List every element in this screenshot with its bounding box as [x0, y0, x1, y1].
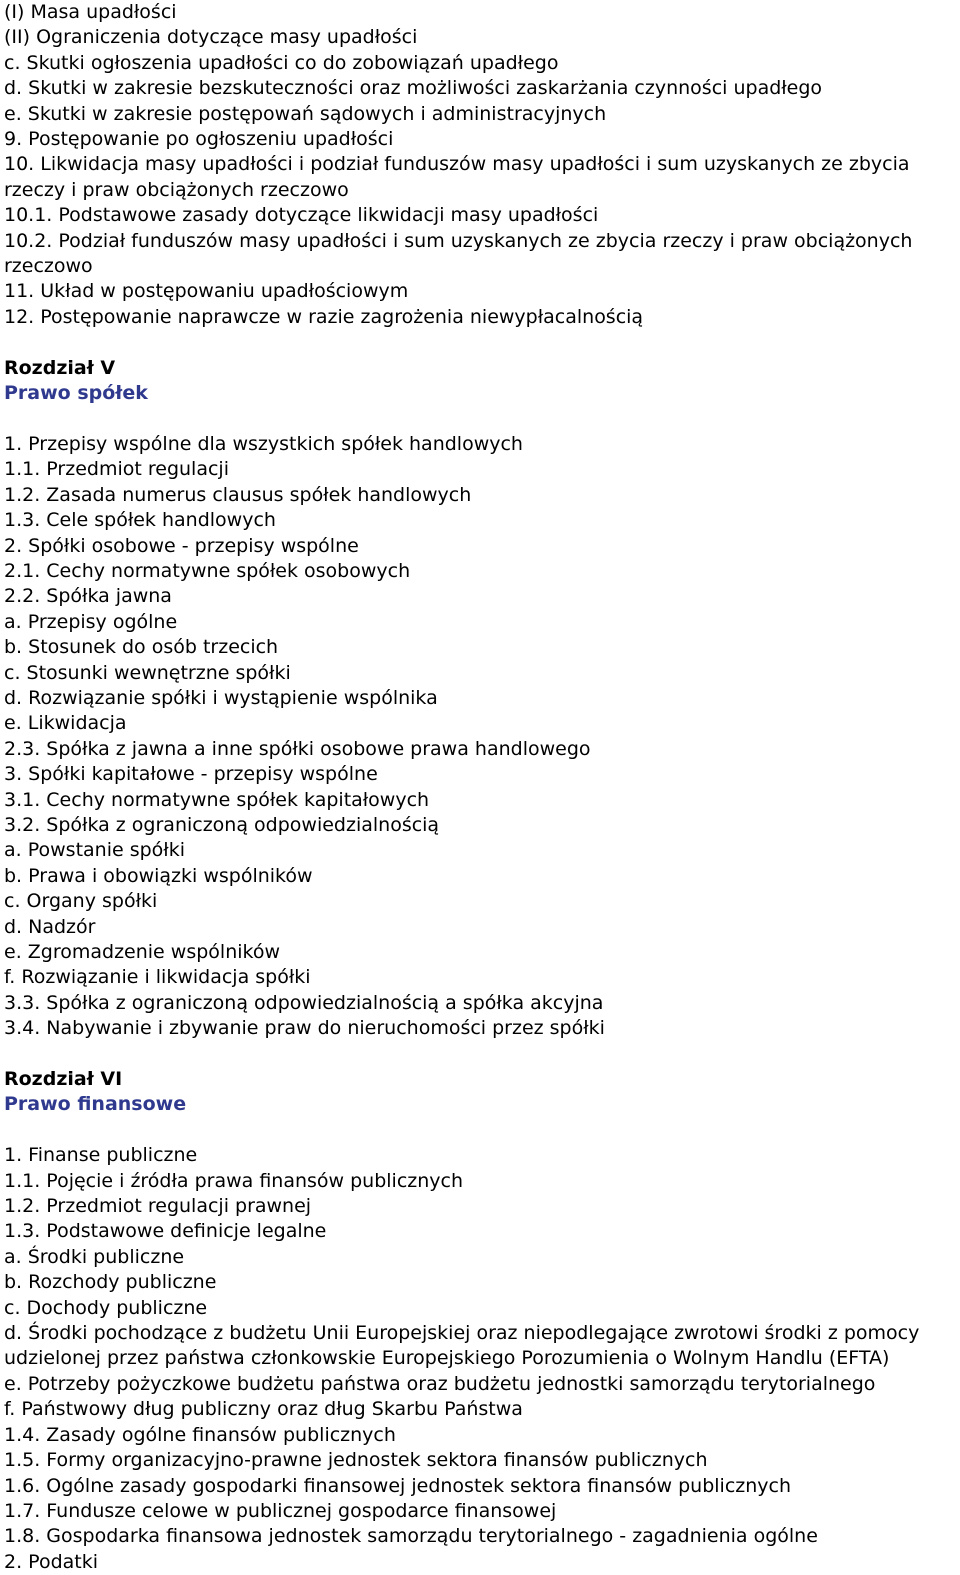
toc-entry: 1. Przepisy wspólne dla wszystkich spółek handlowych [4, 432, 523, 455]
toc-entry: 10. Likwidacja masy upadłości i podział funduszów masy upadłości i sum uzyskanych ze zbycia rzeczy i praw obciążonych rzeczowo [4, 153, 910, 201]
toc-entry: 3.3. Spółka z ograniczoną odpowiedzialnością a spółka akcyjna [4, 991, 604, 1014]
toc-entry: 10.2. Podział funduszów masy upadłości i sum uzyskanych ze zbycia rzeczy i praw obciążonych rzeczowo [4, 229, 913, 278]
toc-entry: 1.2. Zasada numerus clausus spółek handlowych [4, 483, 472, 506]
chapter-heading-5: Rozdział V [4, 356, 116, 379]
toc-entry: 1.8. Gospodarka finansowa jednostek samorządu terytorialnego - zagadnienia ogólne [4, 1525, 818, 1548]
spacer [4, 406, 960, 431]
toc-entry: b. Rozchody publiczne [4, 1271, 217, 1294]
toc-entry: 12. Postępowanie naprawcze w razie zagrożenia niewypłacalnością [4, 305, 644, 328]
toc-entry: b. Prawa i obowiązki wspólników [4, 864, 313, 887]
toc-entry: a. Powstanie spółki [4, 839, 185, 862]
toc-entry: 1.1. Przedmiot regulacji [4, 458, 229, 481]
chapter-title-6: Prawo finansowe [4, 1093, 187, 1116]
toc-entry: a. Środki publiczne [4, 1245, 185, 1268]
toc-entry: d. Środki pochodzące z budżetu Unii Europejskiej oraz niepodlegające zwrotowi środki z pomocy udzielonej przez państwa członkowskie Europejskiego Porozumienia o Wolnym Handlu (EFTA) [4, 1322, 920, 1370]
toc-entry: e. Zgromadzenie wspólników [4, 941, 281, 963]
toc-entry: 1.1. Pojęcie i źródła prawa finansów publicznych [4, 1169, 464, 1192]
toc-block-bankruptcy [4, 0, 960, 330]
spacer [4, 1042, 960, 1067]
toc-entry: 1.3. Cele spółek handlowych [4, 509, 276, 532]
toc-entry: d. Rozwiązanie spółki i wystąpienie wspólnika [4, 686, 438, 709]
toc-entry: 3.1. Cechy normatywne spółek kapitałowych [4, 788, 430, 811]
toc-entry: e. Likwidacja [4, 712, 127, 735]
toc-entry: 11. Układ w postępowaniu upadłościowym [4, 280, 409, 303]
toc-entry: c. Skutki ogłoszenia upadłości co do zobowiązań upadłego [4, 51, 559, 74]
toc-entry: 1. Finanse publiczne [4, 1144, 198, 1167]
chapter-title-5: Prawo spółek [4, 382, 148, 405]
toc-entry: 3.4. Nabywanie i zbywanie praw do nieruchomości przez spółki [4, 1017, 605, 1040]
toc-entry: 1.2. Przedmiot regulacji prawnej [4, 1195, 312, 1218]
toc-entry: 1.5. Formy organizacyjno-prawne jednostek sektora finansów publicznych [4, 1449, 708, 1472]
toc-block-finance-law [4, 1143, 960, 1575]
toc-entry: e. Potrzeby pożyczkowe budżetu państwa oraz budżetu jednostki samorządu terytorialnego [4, 1372, 876, 1395]
toc-block-company-law [4, 432, 960, 1042]
toc-entry: a. Przepisy ogólne [4, 610, 178, 633]
spacer [4, 330, 960, 355]
toc-entry: 2.1. Cechy normatywne spółek osobowych [4, 559, 411, 582]
toc-entry: 1.6. Ogólne zasady gospodarki finansowej jednostek sektora finansów publicznych [4, 1474, 792, 1497]
toc-entry: 9. Postępowanie po ogłoszeniu upadłości [4, 128, 394, 151]
spacer [4, 1118, 960, 1143]
toc-entry: f. Rozwiązanie i likwidacja spółki [4, 966, 311, 989]
toc-entry: d. Skutki w zakresie bezskuteczności oraz możliwości zaskarżania czynności upadłego [4, 77, 823, 100]
toc-entry: 3.2. Spółka z ograniczoną odpowiedzialnością [4, 813, 440, 836]
toc-entry: 2. Podatki [4, 1550, 99, 1573]
toc-entry: 2. Spółki osobowe - przepisy wspólne [4, 534, 359, 557]
toc-entry: f. Państwowy dług publiczny oraz dług Skarbu Państwa [4, 1398, 523, 1421]
toc-entry: d. Nadzór [4, 915, 96, 938]
toc-entry: b. Stosunek do osób trzecich [4, 636, 279, 659]
toc-entry: 3. Spółki kapitałowe - przepisy wspólne [4, 763, 378, 786]
toc-entry: (II) Ograniczenia dotyczące masy upadłości [4, 26, 418, 49]
toc-entry: (I) Masa upadłości [4, 1, 177, 23]
toc-entry: c. Organy spółki [4, 890, 158, 913]
toc-entry: 2.3. Spółka z jawna a inne spółki osobowe prawa handlowego [4, 737, 591, 760]
toc-entry: 10.1. Podstawowe zasady dotyczące likwidacji masy upadłości [4, 204, 599, 227]
toc-entry: e. Skutki w zakresie postępowań sądowych i administracyjnych [4, 102, 607, 125]
toc-entry: 1.3. Podstawowe definicje legalne [4, 1220, 327, 1243]
toc-entry: c. Dochody publiczne [4, 1296, 208, 1319]
toc-entry: c. Stosunki wewnętrzne spółki [4, 661, 291, 684]
toc-entry: 1.7. Fundusze celowe w publicznej gospodarce finansowej [4, 1499, 557, 1522]
toc-entry: 1.4. Zasady ogólne finansów publicznych [4, 1423, 396, 1446]
toc-entry: 2.2. Spółka jawna [4, 585, 172, 608]
chapter-heading-6: Rozdział VI [4, 1068, 123, 1091]
